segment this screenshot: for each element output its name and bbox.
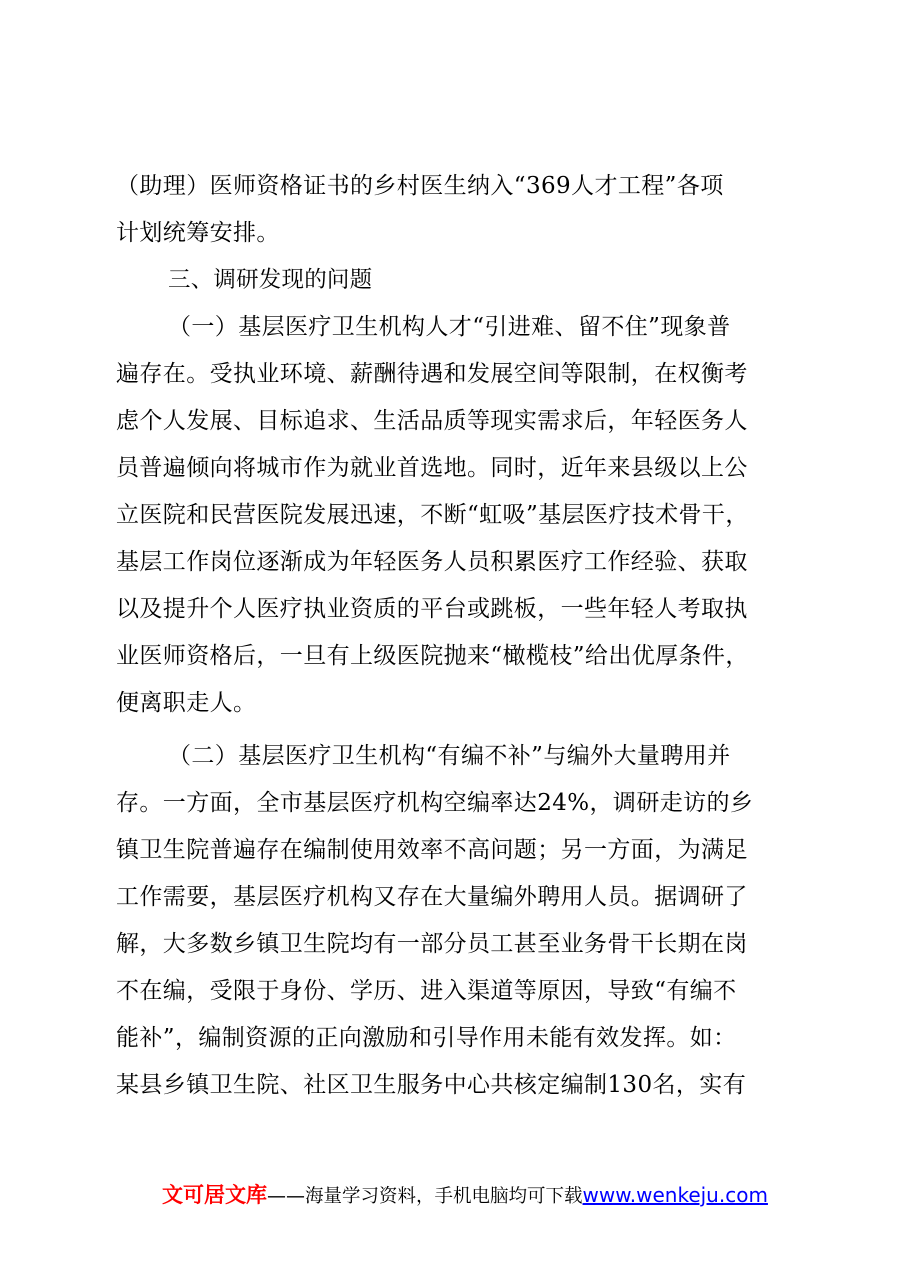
body-text-line: 虑个人发展、目标追求、生活品质等现实需求后，年轻医务人 <box>116 408 748 434</box>
footer-banner <box>162 1180 768 1212</box>
body-text-line: 以及提升个人医疗执业资质的平台或跳板，一些年轻人考取执 <box>116 596 748 622</box>
body-text-line: 存。一方面，全市基层医疗机构空编率达24%，调研走访的乡 <box>116 790 754 816</box>
body-text-line: 计划统筹安排。 <box>116 220 280 246</box>
body-text-line: （二）基层医疗卫生机构“有编不补”与编外大量聘用并 <box>168 743 731 769</box>
footer-tagline: 海量学习资料，手机电脑均可下载 <box>305 1186 583 1207</box>
body-text-line: 解，大多数乡镇卫生院均有一部分员工甚至业务骨干长期在岗 <box>116 931 748 957</box>
body-text-line: 不在编，受限于身份、学历、进入渠道等原因，导致“有编不 <box>116 978 737 1004</box>
body-text-line: 能补”，编制资源的正向激励和引导作用未能有效发挥。如： <box>116 1025 737 1051</box>
body-text-line: 立医院和民营医院发展迅速，不断“虹吸”基层医疗技术骨干， <box>116 502 749 528</box>
body-text-line: 某县乡镇卫生院、社区卫生服务中心共核定编制130名，实有 <box>116 1072 747 1098</box>
footer-link[interactable]: www.wenkeju.com <box>582 1183 768 1207</box>
body-text-line: （助理）医师资格证书的乡村医生纳入“369人才工程”各项 <box>116 173 724 199</box>
footer-dash: —— <box>267 1185 305 1207</box>
body-text-line: 业医师资格后，一旦有上级医院抛来“橄榄枝”给出优厚条件， <box>116 643 749 669</box>
body-text-line: 员普遍倾向将城市作为就业首选地。同时，近年来县级以上公 <box>116 455 748 481</box>
body-text-line: 便离职走人。 <box>116 690 257 716</box>
body-text-line: 基层工作岗位逐渐成为年轻医务人员积累医疗工作经验、获取 <box>116 549 748 575</box>
body-text-line: 镇卫生院普遍存在编制使用效率不高问题；另一方面，为满足 <box>116 837 748 863</box>
section-heading: 三、调研发现的问题 <box>168 267 373 293</box>
body-text-line: （一）基层医疗卫生机构人才“引进难、留不住”现象普 <box>168 314 731 340</box>
footer-brand: 文可居文库 <box>162 1183 267 1207</box>
body-text-line: 工作需要，基层医疗机构又存在大量编外聘用人员。据调研了 <box>116 884 748 910</box>
body-text-line: 遍存在。受执业环境、薪酬待遇和发展空间等限制，在权衡考 <box>116 361 748 387</box>
